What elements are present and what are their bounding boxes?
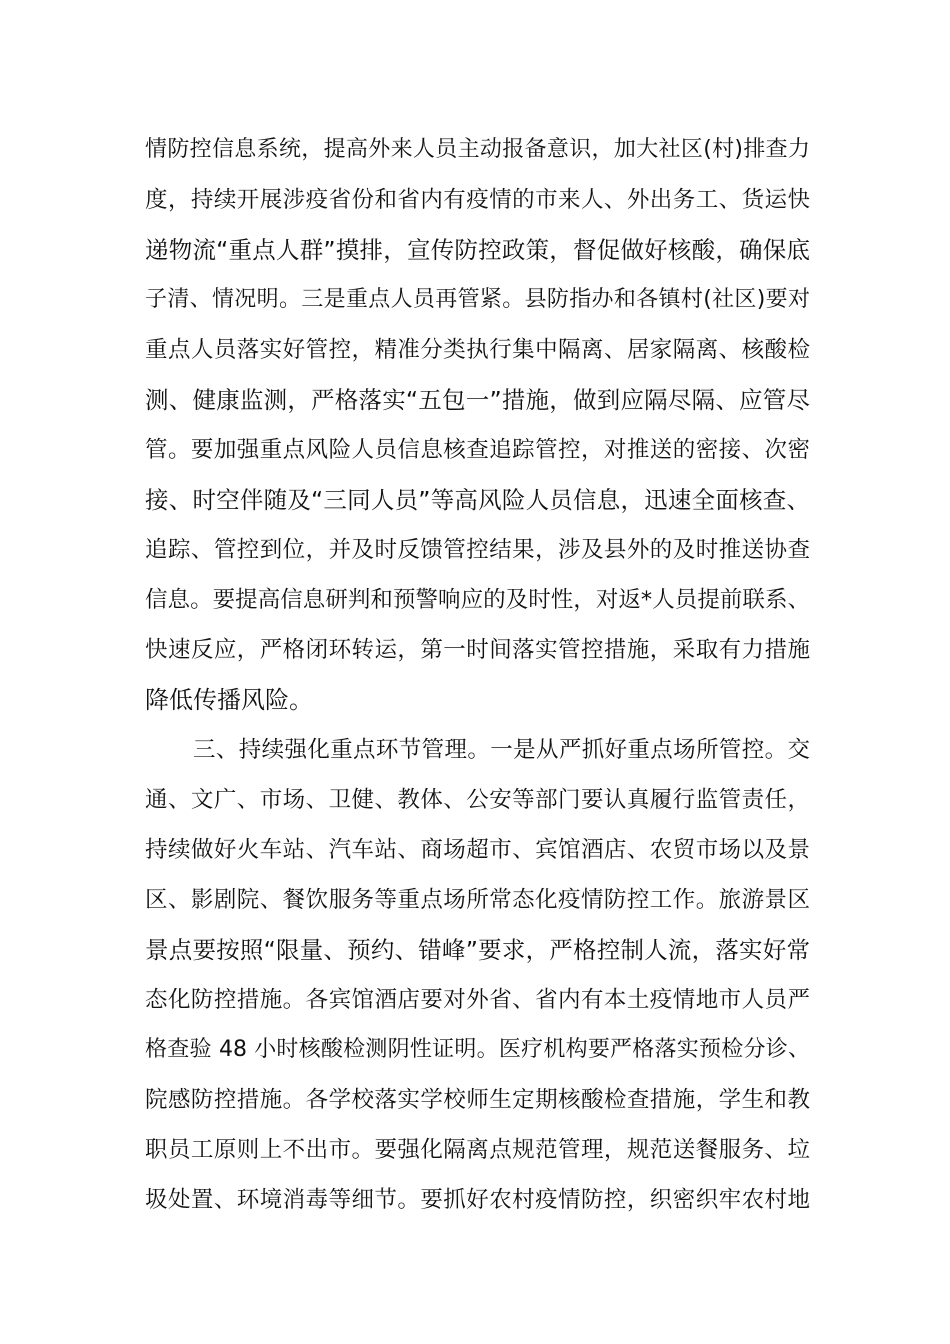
paragraph-1-line-8: 接、时空伴随及“三同人员”等高风险人员信息，迅速全面核查、 (145, 486, 810, 514)
paragraph-1-line-7: 管。要加强重点风险人员信息核查追踪管控，对推送的密接、次密 (145, 437, 810, 463)
paragraph-1-line-5: 重点人员落实好管控，精准分类执行集中隔离、居家隔离、核酸检 (145, 337, 810, 363)
paragraph-1-line-9: 追踪、管控到位，并及时反馈管控结果，涉及县外的及时推送协查 (145, 537, 810, 563)
paragraph-1-line-4: 子清、情况明。三是重点人员再管紧。县防指办和各镇村(社区)要对 (145, 287, 810, 312)
paragraph-1-line-12: 降低传播风险。 (145, 686, 313, 714)
paragraph-2-line-3: 持续做好火车站、汽车站、商场超市、宾馆酒店、农贸市场以及景 (145, 837, 810, 863)
paragraph-1-line-3: 递物流“重点人群”摸排，宣传防控政策，督促做好核酸，确保底 (145, 236, 810, 264)
paragraph-1-line-2: 度，持续开展涉疫省份和省内有疫情的市来人、外出务工、货运快 (145, 187, 810, 213)
paragraph-2-line-4: 区、影剧院、餐饮服务等重点场所常态化疫情防控工作。旅游景区 (145, 887, 810, 913)
paragraph-2-line-10: 圾处置、环境消毒等细节。要抓好农村疫情防控，织密织牢农村地 (145, 1187, 810, 1213)
paragraph-1-line-11: 快速反应，严格闭环转运，第一时间落实管控措施，采取有力措施 (145, 637, 810, 663)
paragraph-2-line-7: 格查验 48 小时核酸检测阴性证明。医疗机构要严格落实预检分诊、 (145, 1037, 810, 1062)
paragraph-2-line-6: 态化防控措施。各宾馆酒店要对外省、省内有本土疫情地市人员严 (145, 987, 810, 1013)
paragraph-1-line-1: 情防控信息系统，提高外来人员主动报备意识，加大社区(村)排查力 (145, 137, 810, 162)
paragraph-2-line-9: 职员工原则上不出市。要强化隔离点规范管理，规范送餐服务、垃 (145, 1137, 810, 1163)
paragraph-2-line-1: 三、持续强化重点环节管理。一是从严抓好重点场所管控。交 (193, 737, 810, 763)
paragraph-2-line-8: 院感防控措施。各学校落实学校师生定期核酸检查措施，学生和教 (145, 1087, 810, 1113)
paragraph-1-line-10: 信息。要提高信息研判和预警响应的及时性，对返*人员提前联系、 (145, 587, 810, 613)
paragraph-2-line-2: 通、文广、市场、卫健、教体、公安等部门要认真履行监管责任， (145, 787, 810, 813)
paragraph-1-line-6: 测、健康监测，严格落实“五包一”措施，做到应隔尽隔、应管尽 (145, 386, 810, 414)
paragraph-2-line-5: 景点要按照“限量、预约、错峰”要求，严格控制人流，落实好常 (145, 936, 810, 964)
